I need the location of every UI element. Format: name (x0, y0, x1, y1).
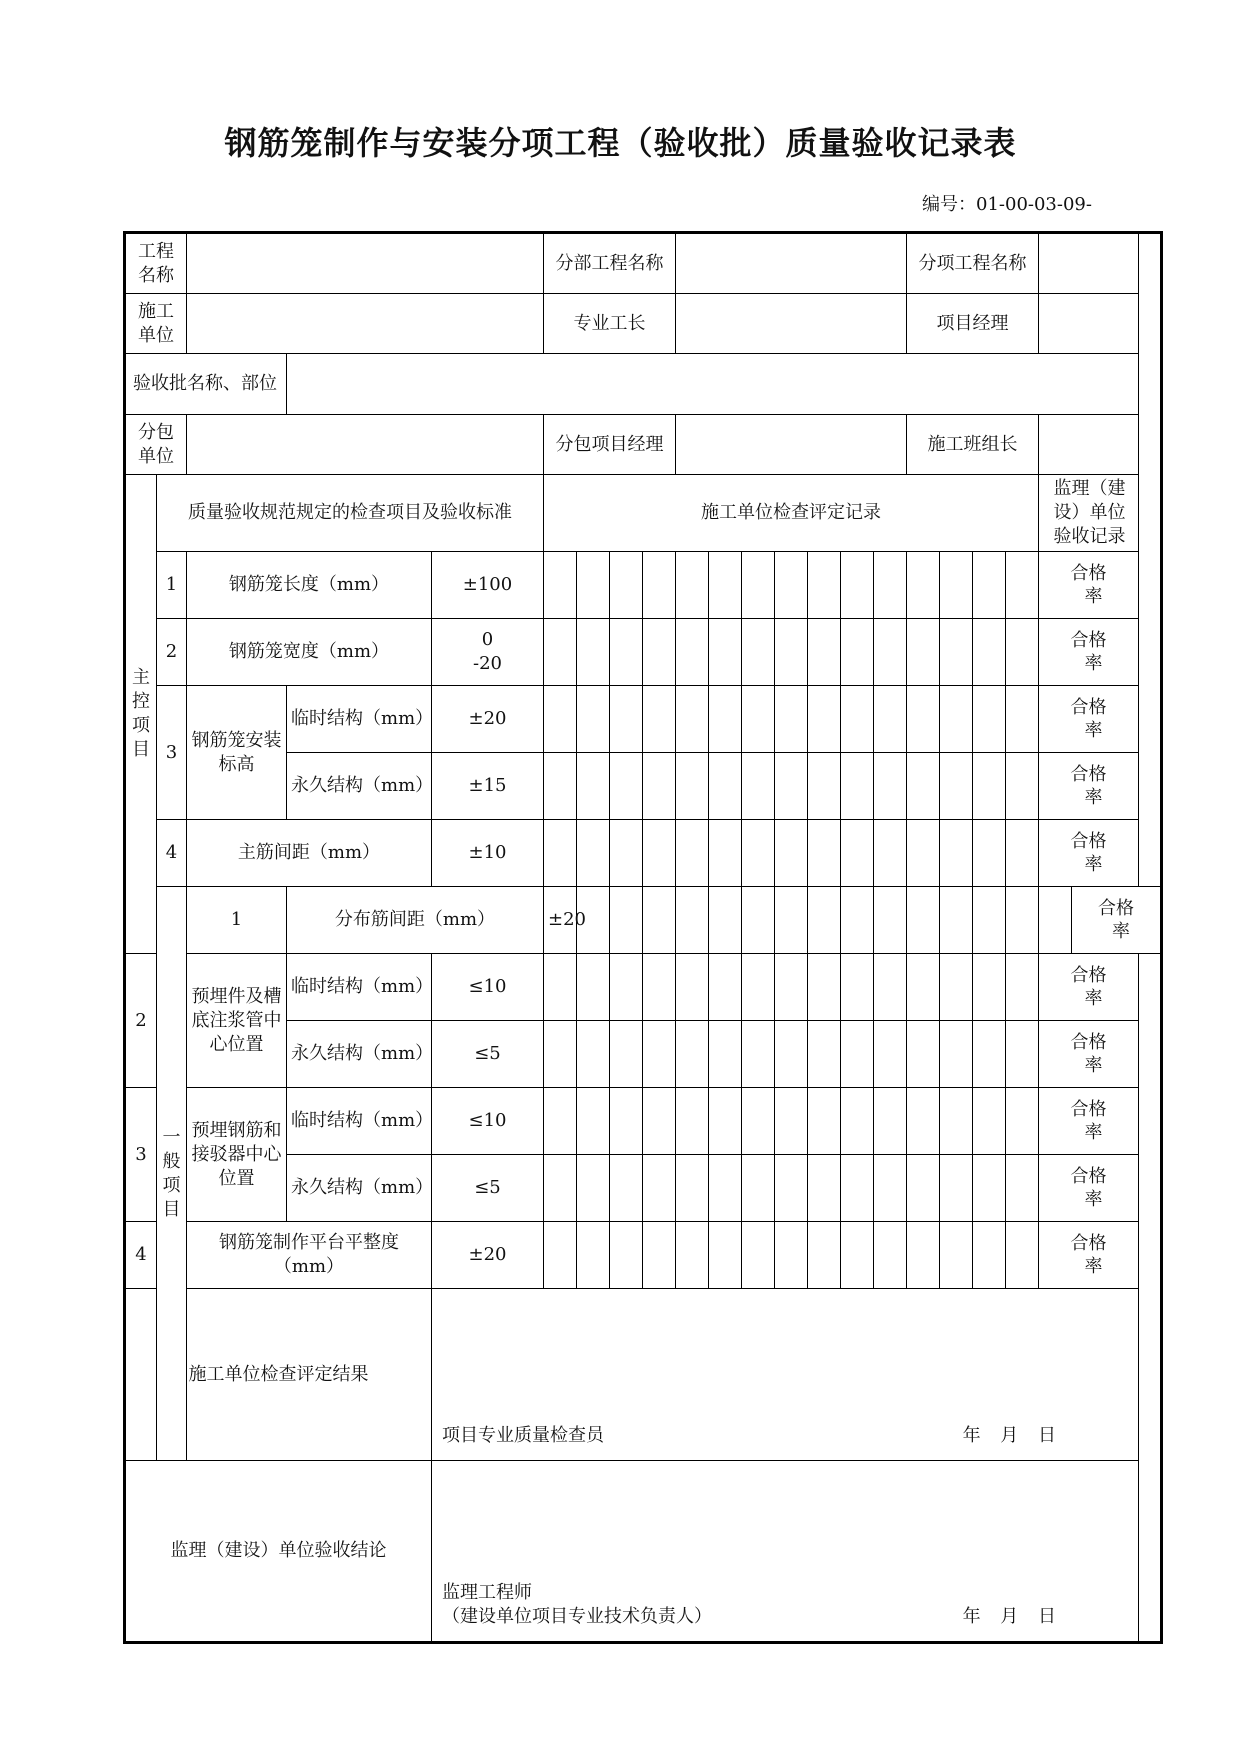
item-name: 主筋间距（mm） (187, 820, 432, 887)
check-record-cell[interactable] (709, 887, 742, 954)
item-number: 3 (125, 1088, 157, 1222)
main-item-3a-row (125, 686, 1162, 753)
pass-rate-label: 合格 (1070, 697, 1107, 718)
item-standard: ±15 (432, 753, 544, 820)
check-record-cell[interactable] (874, 1222, 907, 1289)
check-record-cell[interactable] (973, 1021, 1006, 1088)
page-title: 钢筋笼制作与安装分项工程（验收批）质量验收记录表 (224, 124, 1017, 162)
check-record-cell[interactable] (775, 552, 808, 619)
check-record-cell[interactable] (676, 753, 709, 820)
check-record-cell[interactable] (544, 1088, 577, 1155)
check-record-cell[interactable] (676, 820, 709, 887)
item-standard: ±100 (432, 552, 544, 619)
pass-rate-label: 合格 (1070, 630, 1107, 651)
pass-rate-suffix: 率 (1084, 1055, 1103, 1076)
project-manager-label: 项目经理 (907, 294, 1039, 354)
check-record-cell[interactable] (841, 552, 874, 619)
check-record-cell[interactable] (808, 1222, 841, 1289)
check-record-cell[interactable] (775, 753, 808, 820)
check-record-cell[interactable] (874, 753, 907, 820)
check-record-cell[interactable] (808, 1155, 841, 1222)
check-record-cell[interactable] (874, 552, 907, 619)
check-record-cell[interactable] (742, 820, 775, 887)
supervisor-title: 监理工程师 (442, 1582, 532, 1603)
check-record-cell[interactable] (676, 552, 709, 619)
pass-rate-label: 合格 (1070, 563, 1107, 584)
check-record-cell[interactable] (808, 552, 841, 619)
check-record-cell[interactable] (775, 1155, 808, 1222)
check-record-cell[interactable] (676, 1222, 709, 1289)
item-name: 分布筋间距（mm） (287, 887, 544, 954)
construction-result-area[interactable] (432, 1289, 1139, 1461)
header-row-3 (125, 354, 1162, 415)
check-record-cell[interactable] (676, 954, 709, 1021)
check-record-cell[interactable] (775, 1088, 808, 1155)
column-header-row (125, 475, 1162, 552)
check-record-cell[interactable] (610, 1088, 643, 1155)
sub-item-permanent: 永久结构（mm） (287, 1021, 432, 1088)
inspection-form (123, 231, 1163, 1644)
check-record-cell[interactable] (610, 887, 643, 954)
check-record-cell[interactable] (973, 887, 1006, 954)
item-standard: ±10 (432, 820, 544, 887)
pass-rate-cell[interactable] (1039, 686, 1139, 753)
check-record-cell[interactable] (775, 686, 808, 753)
check-record-cell[interactable] (643, 1155, 676, 1222)
check-record-cell[interactable] (775, 1222, 808, 1289)
check-record-cell[interactable] (742, 887, 775, 954)
check-record-cell[interactable] (643, 753, 676, 820)
check-record-cell[interactable] (709, 753, 742, 820)
check-record-cell[interactable] (544, 552, 577, 619)
pass-rate-suffix: 率 (1084, 720, 1103, 741)
main-section-text: 主控项目 (132, 667, 150, 760)
check-record-cell[interactable] (709, 619, 742, 686)
check-record-cell[interactable] (676, 887, 709, 954)
check-record-cell[interactable] (841, 619, 874, 686)
pass-rate-cell[interactable] (1039, 619, 1139, 686)
check-record-cell[interactable] (1006, 887, 1039, 954)
owner-representative-title: （建设单位项目专业技术负责人） (442, 1606, 712, 1627)
pass-rate-cell[interactable] (1039, 954, 1139, 1021)
pass-rate-label: 合格 (1070, 764, 1107, 785)
construction-result-date: 年 月 日 (962, 1425, 1057, 1446)
check-record-cell[interactable] (874, 1021, 907, 1088)
check-record-cell[interactable] (742, 619, 775, 686)
check-record-cell[interactable] (643, 887, 676, 954)
check-record-cell[interactable] (940, 619, 973, 686)
item-number: 4 (157, 820, 187, 887)
item-name: 预埋件及槽底注浆管中心位置 (187, 954, 287, 1088)
sub-item-temporary: 临时结构（mm） (287, 686, 432, 753)
check-record-cell[interactable] (709, 820, 742, 887)
item-standard: ≤5 (432, 1155, 544, 1222)
check-record-cell[interactable] (577, 619, 610, 686)
check-record-cell[interactable] (742, 1088, 775, 1155)
check-record-cell[interactable] (1006, 820, 1039, 887)
check-record-cell[interactable] (907, 1155, 940, 1222)
check-record-cell[interactable] (973, 1088, 1006, 1155)
form-code: 编号：01-00-03-09- (922, 194, 1092, 215)
check-record-cell[interactable] (742, 753, 775, 820)
check-record-cell[interactable] (643, 619, 676, 686)
pass-rate-cell[interactable] (1039, 1088, 1139, 1155)
standard-upper: 0 (481, 629, 494, 650)
check-record-cell[interactable] (841, 954, 874, 1021)
check-record-cell[interactable] (643, 686, 676, 753)
check-record-cell[interactable] (577, 552, 610, 619)
check-record-cell[interactable] (973, 619, 1006, 686)
team-leader-field[interactable] (1039, 415, 1139, 475)
sub-project-name-label: 分部工程名称 (544, 233, 676, 294)
check-record-cell[interactable] (577, 954, 610, 1021)
check-record-cell[interactable] (610, 1021, 643, 1088)
check-record-cell[interactable] (973, 753, 1006, 820)
pass-rate-label: 合格 (1070, 1032, 1107, 1053)
check-record-cell[interactable] (808, 1021, 841, 1088)
item-number: 1 (187, 887, 287, 954)
check-record-cell[interactable] (874, 1155, 907, 1222)
check-record-cell[interactable] (1006, 619, 1039, 686)
batch-name-field[interactable] (287, 354, 1139, 415)
check-record-cell[interactable] (544, 619, 577, 686)
foreman-label: 专业工长 (544, 294, 676, 354)
check-record-cell[interactable] (742, 954, 775, 1021)
pass-rate-label: 合格 (1070, 1166, 1107, 1187)
item-name: 钢筋笼安装标高 (187, 686, 287, 820)
check-record-cell[interactable] (907, 686, 940, 753)
check-record-cell[interactable] (775, 619, 808, 686)
main-section-label (125, 475, 157, 954)
header-row-4 (125, 415, 1162, 475)
check-record-cell[interactable] (610, 552, 643, 619)
pass-rate-cell[interactable] (1072, 887, 1162, 954)
check-record-cell[interactable] (808, 954, 841, 1021)
check-record-cell[interactable] (709, 552, 742, 619)
check-record-cell[interactable] (742, 686, 775, 753)
pass-rate-cell[interactable] (1039, 1222, 1139, 1289)
check-record-cell[interactable] (742, 1021, 775, 1088)
supervisor-label (442, 1581, 712, 1629)
check-record-cell[interactable] (907, 552, 940, 619)
check-record-cell[interactable] (841, 887, 874, 954)
pass-rate-cell[interactable] (1039, 552, 1139, 619)
item-project-name-field[interactable] (1039, 233, 1139, 294)
pass-rate-suffix: 率 (1084, 1189, 1103, 1210)
check-record-cell[interactable] (808, 887, 841, 954)
check-record-cell[interactable] (577, 1222, 610, 1289)
check-record-cell[interactable] (544, 686, 577, 753)
check-record-cell[interactable] (841, 1155, 874, 1222)
check-record-cell[interactable] (577, 820, 610, 887)
pass-rate-suffix: 率 (1084, 787, 1103, 808)
check-record-cell[interactable] (676, 1155, 709, 1222)
item-standard (432, 619, 544, 686)
check-record-cell[interactable] (1006, 1088, 1039, 1155)
check-record-cell[interactable] (907, 619, 940, 686)
check-record-cell[interactable] (808, 619, 841, 686)
check-record-cell[interactable] (973, 552, 1006, 619)
supervision-column-header: 监理（建设）单位验收记录 (1039, 475, 1139, 552)
supervision-result-area[interactable] (432, 1461, 1139, 1643)
check-record-cell[interactable] (973, 686, 1006, 753)
item-name: 钢筋笼长度（mm） (187, 552, 432, 619)
quality-inspector-label: 项目专业质量检查员 (442, 1425, 604, 1446)
check-record-cell[interactable] (544, 753, 577, 820)
item-number: 1 (157, 552, 187, 619)
check-record-cell[interactable] (1006, 1155, 1039, 1222)
check-record-cell[interactable] (907, 887, 940, 954)
item-number: 2 (157, 619, 187, 686)
check-record-cell[interactable] (940, 1222, 973, 1289)
subcontractor-field[interactable] (187, 415, 544, 475)
check-record-cell[interactable] (643, 1021, 676, 1088)
sub-item-permanent: 永久结构（mm） (287, 753, 432, 820)
check-record-cell[interactable] (544, 954, 577, 1021)
sub-manager-field[interactable] (676, 415, 907, 475)
check-record-cell[interactable] (610, 753, 643, 820)
item-standard: ≤5 (432, 1021, 544, 1088)
check-record-cell[interactable] (940, 1021, 973, 1088)
check-record-cell[interactable] (676, 686, 709, 753)
check-record-cell[interactable] (940, 552, 973, 619)
pass-rate-label: 合格 (1098, 898, 1135, 919)
check-record-cell[interactable] (610, 686, 643, 753)
check-record-cell[interactable] (841, 686, 874, 753)
check-record-cell[interactable] (610, 619, 643, 686)
check-record-cell[interactable] (577, 686, 610, 753)
supervision-result-date: 年 月 日 (962, 1606, 1057, 1627)
check-record-cell[interactable] (775, 954, 808, 1021)
check-record-cell[interactable] (841, 1088, 874, 1155)
check-record-cell[interactable] (1039, 887, 1072, 954)
check-record-cell[interactable] (544, 820, 577, 887)
batch-name-label: 验收批名称、部位 (125, 354, 287, 415)
check-record-cell[interactable] (808, 1088, 841, 1155)
sub-manager-label: 分包项目经理 (544, 415, 676, 475)
check-record-cell[interactable] (841, 753, 874, 820)
check-record-cell[interactable] (907, 1088, 940, 1155)
check-record-cell[interactable] (841, 820, 874, 887)
team-leader-label: 施工班组长 (907, 415, 1039, 475)
check-record-cell[interactable] (577, 1088, 610, 1155)
check-record-cell[interactable] (544, 1021, 577, 1088)
check-record-cell[interactable] (940, 887, 973, 954)
check-record-cell[interactable] (643, 552, 676, 619)
item-name: 预埋钢筋和接驳器中心位置 (187, 1088, 287, 1222)
check-record-cell[interactable] (643, 1088, 676, 1155)
check-record-cell[interactable] (1006, 954, 1039, 1021)
header-row-1 (125, 233, 1162, 294)
item-name: 钢筋笼宽度（mm） (187, 619, 432, 686)
item-project-name-label: 分项工程名称 (907, 233, 1039, 294)
standard-lower: -20 (473, 653, 502, 674)
check-record-cell[interactable] (940, 1088, 973, 1155)
pass-rate-cell[interactable] (1039, 1155, 1139, 1222)
check-record-cell[interactable] (709, 954, 742, 1021)
pass-rate-label: 合格 (1070, 1099, 1107, 1120)
check-record-cell[interactable] (907, 820, 940, 887)
check-record-cell[interactable] (940, 820, 973, 887)
check-record-cell[interactable] (643, 954, 676, 1021)
check-record-cell[interactable] (709, 1155, 742, 1222)
check-record-cell[interactable] (742, 1155, 775, 1222)
item-standard: ≤10 (432, 1088, 544, 1155)
item-name: 钢筋笼制作平台平整度（mm） (187, 1222, 432, 1289)
check-record-cell[interactable] (709, 686, 742, 753)
general-item-3a-row (125, 1088, 1162, 1155)
check-record-cell[interactable] (808, 820, 841, 887)
pass-rate-suffix: 率 (1084, 854, 1103, 875)
item-standard: ±20 (432, 1222, 544, 1289)
main-item-4-row (125, 820, 1162, 887)
pass-rate-cell[interactable] (1039, 753, 1139, 820)
record-column-header: 施工单位检查评定记录 (544, 475, 1039, 552)
item-standard: ≤10 (432, 954, 544, 1021)
general-item-4-row (125, 1222, 1162, 1289)
check-record-cell[interactable] (709, 1088, 742, 1155)
check-record-cell[interactable] (874, 686, 907, 753)
pass-rate-label: 合格 (1070, 831, 1107, 852)
check-record-cell[interactable] (1006, 1021, 1039, 1088)
pass-rate-suffix: 率 (1084, 1122, 1103, 1143)
check-record-cell[interactable] (610, 820, 643, 887)
construction-unit-label: 施工单位 (125, 294, 187, 354)
supervision-result-label: 监理（建设）单位验收结论 (125, 1461, 432, 1643)
check-record-cell[interactable] (709, 1021, 742, 1088)
check-record-cell[interactable] (907, 954, 940, 1021)
pass-rate-label: 合格 (1070, 965, 1107, 986)
check-record-cell[interactable] (610, 1155, 643, 1222)
check-record-cell[interactable] (874, 619, 907, 686)
check-record-cell[interactable] (973, 820, 1006, 887)
check-record-cell[interactable] (544, 1155, 577, 1222)
pass-rate-suffix: 率 (1084, 586, 1103, 607)
check-record-cell[interactable] (874, 887, 907, 954)
check-record-cell[interactable] (643, 820, 676, 887)
check-record-cell[interactable] (676, 619, 709, 686)
check-record-cell[interactable] (907, 753, 940, 820)
general-item-2a-row (125, 954, 1162, 1021)
check-record-cell[interactable] (808, 686, 841, 753)
sub-item-temporary: 临时结构（mm） (287, 1088, 432, 1155)
check-record-cell[interactable] (841, 1021, 874, 1088)
pass-rate-cell[interactable] (1039, 1021, 1139, 1088)
check-record-cell[interactable] (577, 753, 610, 820)
check-record-cell[interactable] (577, 1021, 610, 1088)
supervision-result-row (125, 1461, 1162, 1643)
general-item-1-row (125, 887, 1162, 954)
check-record-cell[interactable] (808, 753, 841, 820)
main-item-2-row (125, 619, 1162, 686)
item-number: 3 (157, 686, 187, 820)
check-record-cell[interactable] (1006, 552, 1039, 619)
standard-column-header: 质量验收规范规定的检查项目及验收标准 (157, 475, 544, 552)
check-record-cell[interactable] (940, 954, 973, 1021)
pass-rate-label: 合格 (1070, 1233, 1107, 1254)
item-number: 4 (125, 1222, 157, 1289)
check-record-cell[interactable] (841, 1222, 874, 1289)
check-record-cell[interactable] (1006, 686, 1039, 753)
check-record-cell[interactable] (610, 1222, 643, 1289)
check-record-cell[interactable] (775, 887, 808, 954)
construction-result-row (125, 1289, 1162, 1461)
check-record-cell[interactable] (940, 753, 973, 820)
general-section-text: 一般项目 (162, 1126, 181, 1220)
check-record-cell[interactable] (544, 1222, 577, 1289)
sub-project-name-field[interactable] (676, 233, 907, 294)
check-record-cell[interactable] (742, 1222, 775, 1289)
check-record-cell[interactable] (973, 1222, 1006, 1289)
check-record-cell[interactable] (775, 1021, 808, 1088)
check-record-cell[interactable] (577, 1155, 610, 1222)
check-record-cell[interactable] (973, 954, 1006, 1021)
sub-item-permanent: 永久结构（mm） (287, 1155, 432, 1222)
check-record-cell[interactable] (940, 686, 973, 753)
pass-rate-suffix: 率 (1084, 988, 1103, 1009)
pass-rate-suffix: 率 (1084, 1256, 1103, 1277)
pass-rate-suffix: 率 (1084, 653, 1103, 674)
check-record-cell[interactable] (643, 1222, 676, 1289)
construction-unit-field[interactable] (187, 294, 544, 354)
pass-rate-suffix: 率 (1112, 921, 1131, 942)
check-record-cell[interactable] (874, 1088, 907, 1155)
construction-result-label: 施工单位检查评定结果 (125, 1289, 432, 1461)
check-record-cell[interactable] (907, 1021, 940, 1088)
check-record-cell[interactable] (1006, 1222, 1039, 1289)
project-manager-field[interactable] (1039, 294, 1139, 354)
subcontractor-label: 分包单位 (125, 415, 187, 475)
item-number: 2 (125, 954, 157, 1088)
check-record-cell[interactable] (709, 1222, 742, 1289)
check-record-cell[interactable] (940, 1155, 973, 1222)
pass-rate-cell[interactable] (1039, 820, 1139, 887)
check-record-cell[interactable] (610, 954, 643, 1021)
foreman-field[interactable] (676, 294, 907, 354)
check-record-cell[interactable] (907, 1222, 940, 1289)
item-standard: ±20 (432, 686, 544, 753)
check-record-cell[interactable] (874, 820, 907, 887)
main-item-1-row (125, 552, 1162, 619)
check-record-cell[interactable] (973, 1155, 1006, 1222)
check-record-cell[interactable] (742, 552, 775, 619)
sub-item-temporary: 临时结构（mm） (287, 954, 432, 1021)
check-record-cell[interactable] (1006, 753, 1039, 820)
check-record-cell[interactable] (676, 1088, 709, 1155)
check-record-cell[interactable] (874, 954, 907, 1021)
check-record-cell[interactable] (676, 1021, 709, 1088)
project-name-label: 工程名称 (125, 233, 187, 294)
check-record-cell[interactable] (775, 820, 808, 887)
item-standard: ±20 (544, 887, 577, 954)
header-row-2 (125, 294, 1162, 354)
project-name-field[interactable] (187, 233, 544, 294)
